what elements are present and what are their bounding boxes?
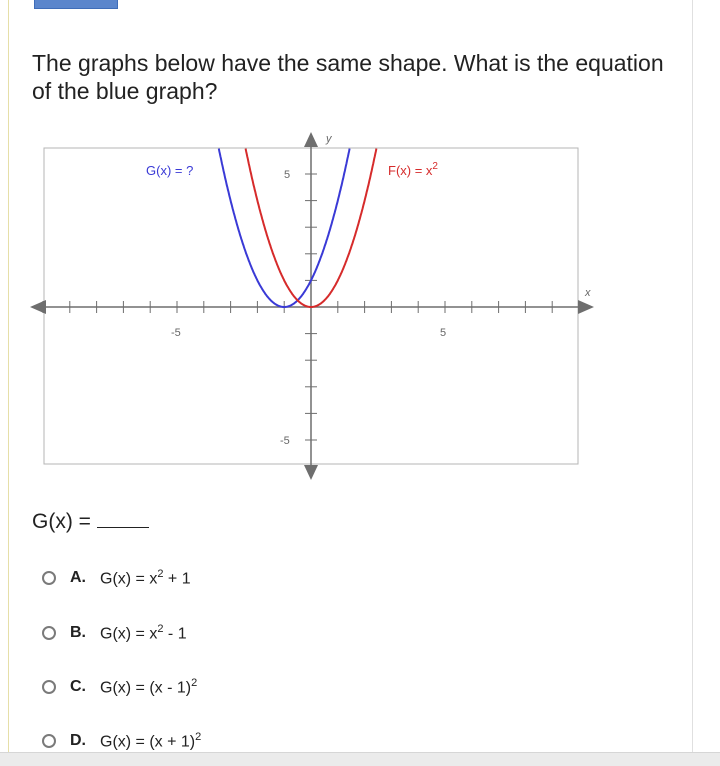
option-c[interactable] — [42, 674, 197, 700]
x-tick-label-pos: 5 — [440, 327, 447, 339]
radio-d[interactable] — [42, 734, 56, 748]
red-graph-label: $F(x) = x^2$ — [388, 161, 438, 178]
option-b[interactable] — [42, 620, 187, 646]
option-c-text: G(x) = (x - 1)$^2$ — [100, 676, 198, 697]
x-axis-label: x — [585, 287, 591, 299]
blue-graph-label: G(x) = ? — [146, 163, 194, 178]
y-tick-label-neg: -5 — [280, 435, 290, 447]
answer-prompt-text: G(x) = — [32, 510, 91, 533]
radio-a[interactable] — [42, 571, 56, 585]
question-text: The graphs below have the same shape. What is the equation of the blue graph? — [32, 50, 664, 104]
option-a-text: $G(x) = x^2 + 1$ — [100, 567, 191, 588]
option-b-letter: B. — [70, 624, 86, 641]
y-axis-bottom-arrow — [304, 465, 318, 480]
radio-b[interactable] — [42, 626, 56, 640]
x-axis-left-arrow — [30, 300, 46, 314]
y-axis-label: y — [326, 133, 332, 145]
answer-prompt — [32, 509, 149, 534]
option-a-letter: A. — [70, 569, 86, 586]
option-b-text: $G(x) = x^2 - 1$ — [100, 622, 187, 643]
option-c-letter: C. — [70, 678, 86, 695]
x-axis-right-arrow — [578, 300, 594, 314]
radio-c[interactable] — [42, 680, 56, 694]
bottom-bar — [0, 752, 720, 766]
answer-blank — [97, 509, 149, 528]
x-tick-label-neg: -5 — [171, 327, 181, 339]
option-d[interactable] — [42, 728, 201, 754]
option-d-letter: D. — [70, 732, 86, 749]
option-a[interactable] — [42, 565, 191, 591]
option-d-text: $G(x) = (x + 1)^2$ — [100, 730, 202, 751]
y-axis-top-arrow — [304, 132, 318, 147]
y-tick-label-pos: 5 — [284, 169, 291, 181]
